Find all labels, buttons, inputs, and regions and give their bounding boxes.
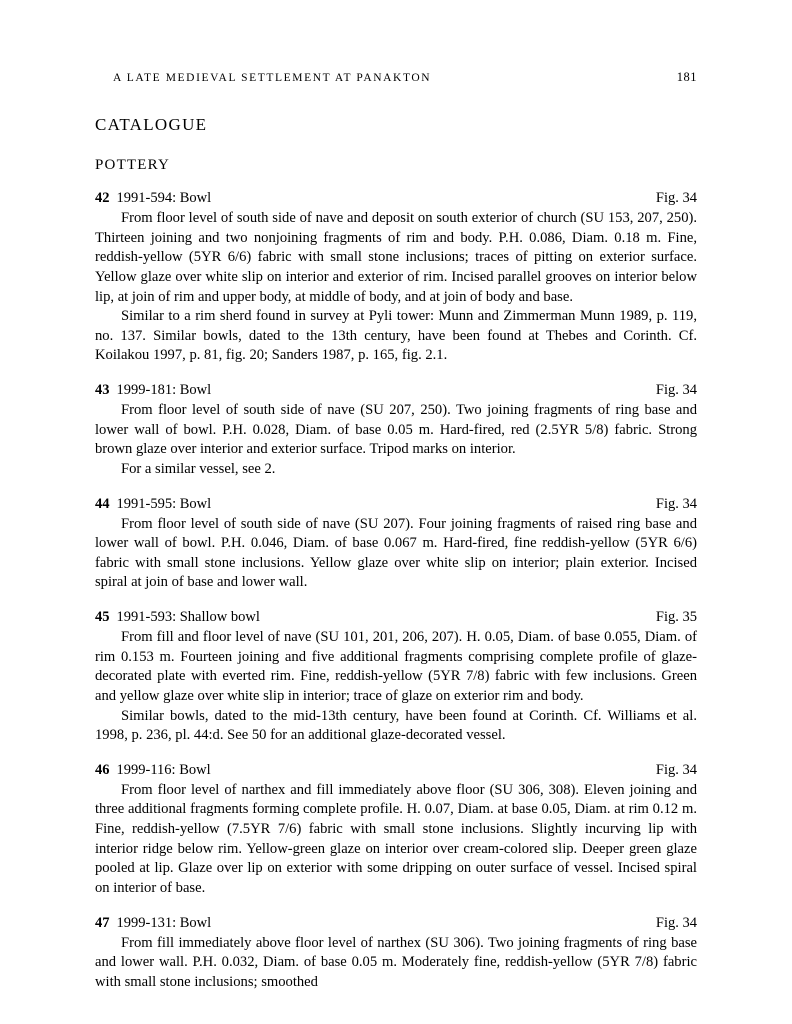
entry-paragraph: Similar to a rim sherd found in survey at Pyli tower: Munn and Zimmerman Munn 1989, p. 119, no. 137. Similar bowls, dated to the 13th century, have been found at Thebes and Corinth. Cf. Koilakou 1997, p. 81, fig. 20; Sanders 1987, p. 165, fig. 2.1. (95, 308, 697, 364)
entry-figure-ref: Fig. 35 (655, 609, 697, 625)
entry-number: 43 (95, 382, 110, 398)
entry-title-line (95, 762, 211, 779)
entry-number: 46 (95, 761, 110, 778)
entry-paragraph: From floor level of narthex and fill immediately above floor (SU 306, 308). Eleven joining and three additional fragments forming complete profile. H. 0.07, Diam. at base 0.05, Diam. at rim 0.12 m. Fine, reddish-yellow (7.5YR 7/6) fabric with small stone inclusions. Slightly incurving lip with interior ridge below rim. Yellow-green glaze on interior over cream-colored slip. Deeper green glaze pooled at lip. Glaze over lip on exterior with some dripping on outer surface of vessel. Incised spiral on interior of base. (95, 781, 697, 896)
catalogue-entry (95, 382, 697, 480)
entry-figure-ref: Fig. 34 (655, 190, 697, 206)
entry-header (95, 382, 697, 399)
entry-title-line (95, 609, 260, 626)
entry-title: 1999-116: Bowl (116, 761, 211, 778)
entry-title-line (95, 190, 211, 207)
entry-figure-ref: Fig. 34 (655, 495, 697, 512)
entry-title: 1991-595: Bowl (116, 495, 212, 512)
entry-title: 1991-594: Bowl (116, 190, 212, 206)
entry-paragraph: Similar bowls, dated to the mid-13th century, have been found at Corinth. Cf. Williams et al. 1998, p. 236, pl. 44:d. See 50 for an additional glaze-decorated vessel. (95, 707, 697, 744)
running-head-title: A LATE MEDIEVAL SETTLEMENT AT PANAKTON (113, 72, 432, 84)
entry-title: 1991-593: Shallow bowl (116, 609, 260, 625)
entry-figure-ref: Fig. 34 (655, 382, 697, 398)
entry-title: 1999-181: Bowl (116, 382, 212, 398)
section-heading-catalogue: CATALOGUE (95, 115, 208, 134)
entry-header (95, 915, 697, 932)
running-head (95, 70, 697, 85)
entry-header (95, 496, 697, 513)
entry-header (95, 762, 697, 779)
catalogue-entry (95, 609, 697, 746)
entry-number: 42 (95, 190, 110, 206)
entry-paragraph: From fill immediately above floor level of narthex (SU 306). Two joining fragments of ring base and lower wall. P.H. 0.032, Diam. of base 0.05 m. Moderately fine, reddish-yellow (5YR 7/8) fabric with small stone inclusions; smoothed (95, 934, 697, 990)
entry-paragraph: From fill and floor level of nave (SU 101, 201, 206, 207). H. 0.05, Diam. of base 0.055, Diam. of rim 0.153 m. Fourteen joining and five additional fragments comprising complete profile of glaze-decorated plate with everted rim. Fine, reddish-yellow (5YR 7/8) fabric with few inclusions. Green and yellow glaze over white slip in interior; trace of glaze on exterior rim and body. (95, 629, 697, 704)
subsection-heading-pottery: POTTERY (95, 157, 171, 173)
entry-paragraph: For a similar vessel, see 2. (121, 460, 276, 477)
entry-paragraph: From floor level of south side of nave and deposit on south exterior of church (SU 153, 207, 250). Thirteen joining and two nonjoining fragments of rim and body. P.H. 0.086, Diam. 0.18 m. Fine, reddish-yellow (5YR 6/6) fabric with small stone inclusions; traces of pitting on exterior surface. Yellow glaze over white slip on interior and exterior of rim. Incised parallel grooves on interior below lip, at join of rim and upper body, at middle of body, and at join of body and base. (95, 210, 697, 305)
entry-paragraph: From floor level of south side of nave (SU 207). Four joining fragments of raised ring base and lower wall of bowl. P.H. 0.046, Diam. of base 0.067 m. Hard-fired, fine reddish-yellow (5YR 6/6) fabric with small stone inclusions. Yellow glaze over white slip on interior; plain exterior. Incised spiral at join of base and lower wall. (95, 515, 697, 591)
entry-paragraph: From floor level of south side of nave (SU 207, 250). Two joining fragments of ring base and lower wall of bowl. P.H. 0.028, Diam. of base 0.05 m. Hard-fired, red (2.5YR 5/8) fabric. Strong brown glaze over interior and exterior surface. Tripod marks on interior. (95, 402, 697, 458)
entry-number: 44 (95, 495, 110, 512)
catalogue-entry (95, 915, 697, 993)
catalogue-entry (95, 762, 697, 899)
entry-figure-ref: Fig. 34 (655, 761, 697, 778)
entry-title: 1999-131: Bowl (116, 914, 212, 931)
entry-title-line (95, 496, 211, 513)
entry-number: 47 (95, 914, 110, 931)
entry-number: 45 (95, 609, 110, 625)
entry-header (95, 190, 697, 207)
entry-header (95, 609, 697, 626)
entry-title-line (95, 382, 211, 399)
catalogue-entry (95, 190, 697, 366)
entry-figure-ref: Fig. 34 (655, 914, 697, 931)
page-number: 181 (676, 70, 697, 84)
catalogue-entry (95, 496, 697, 594)
entry-title-line (95, 915, 211, 932)
